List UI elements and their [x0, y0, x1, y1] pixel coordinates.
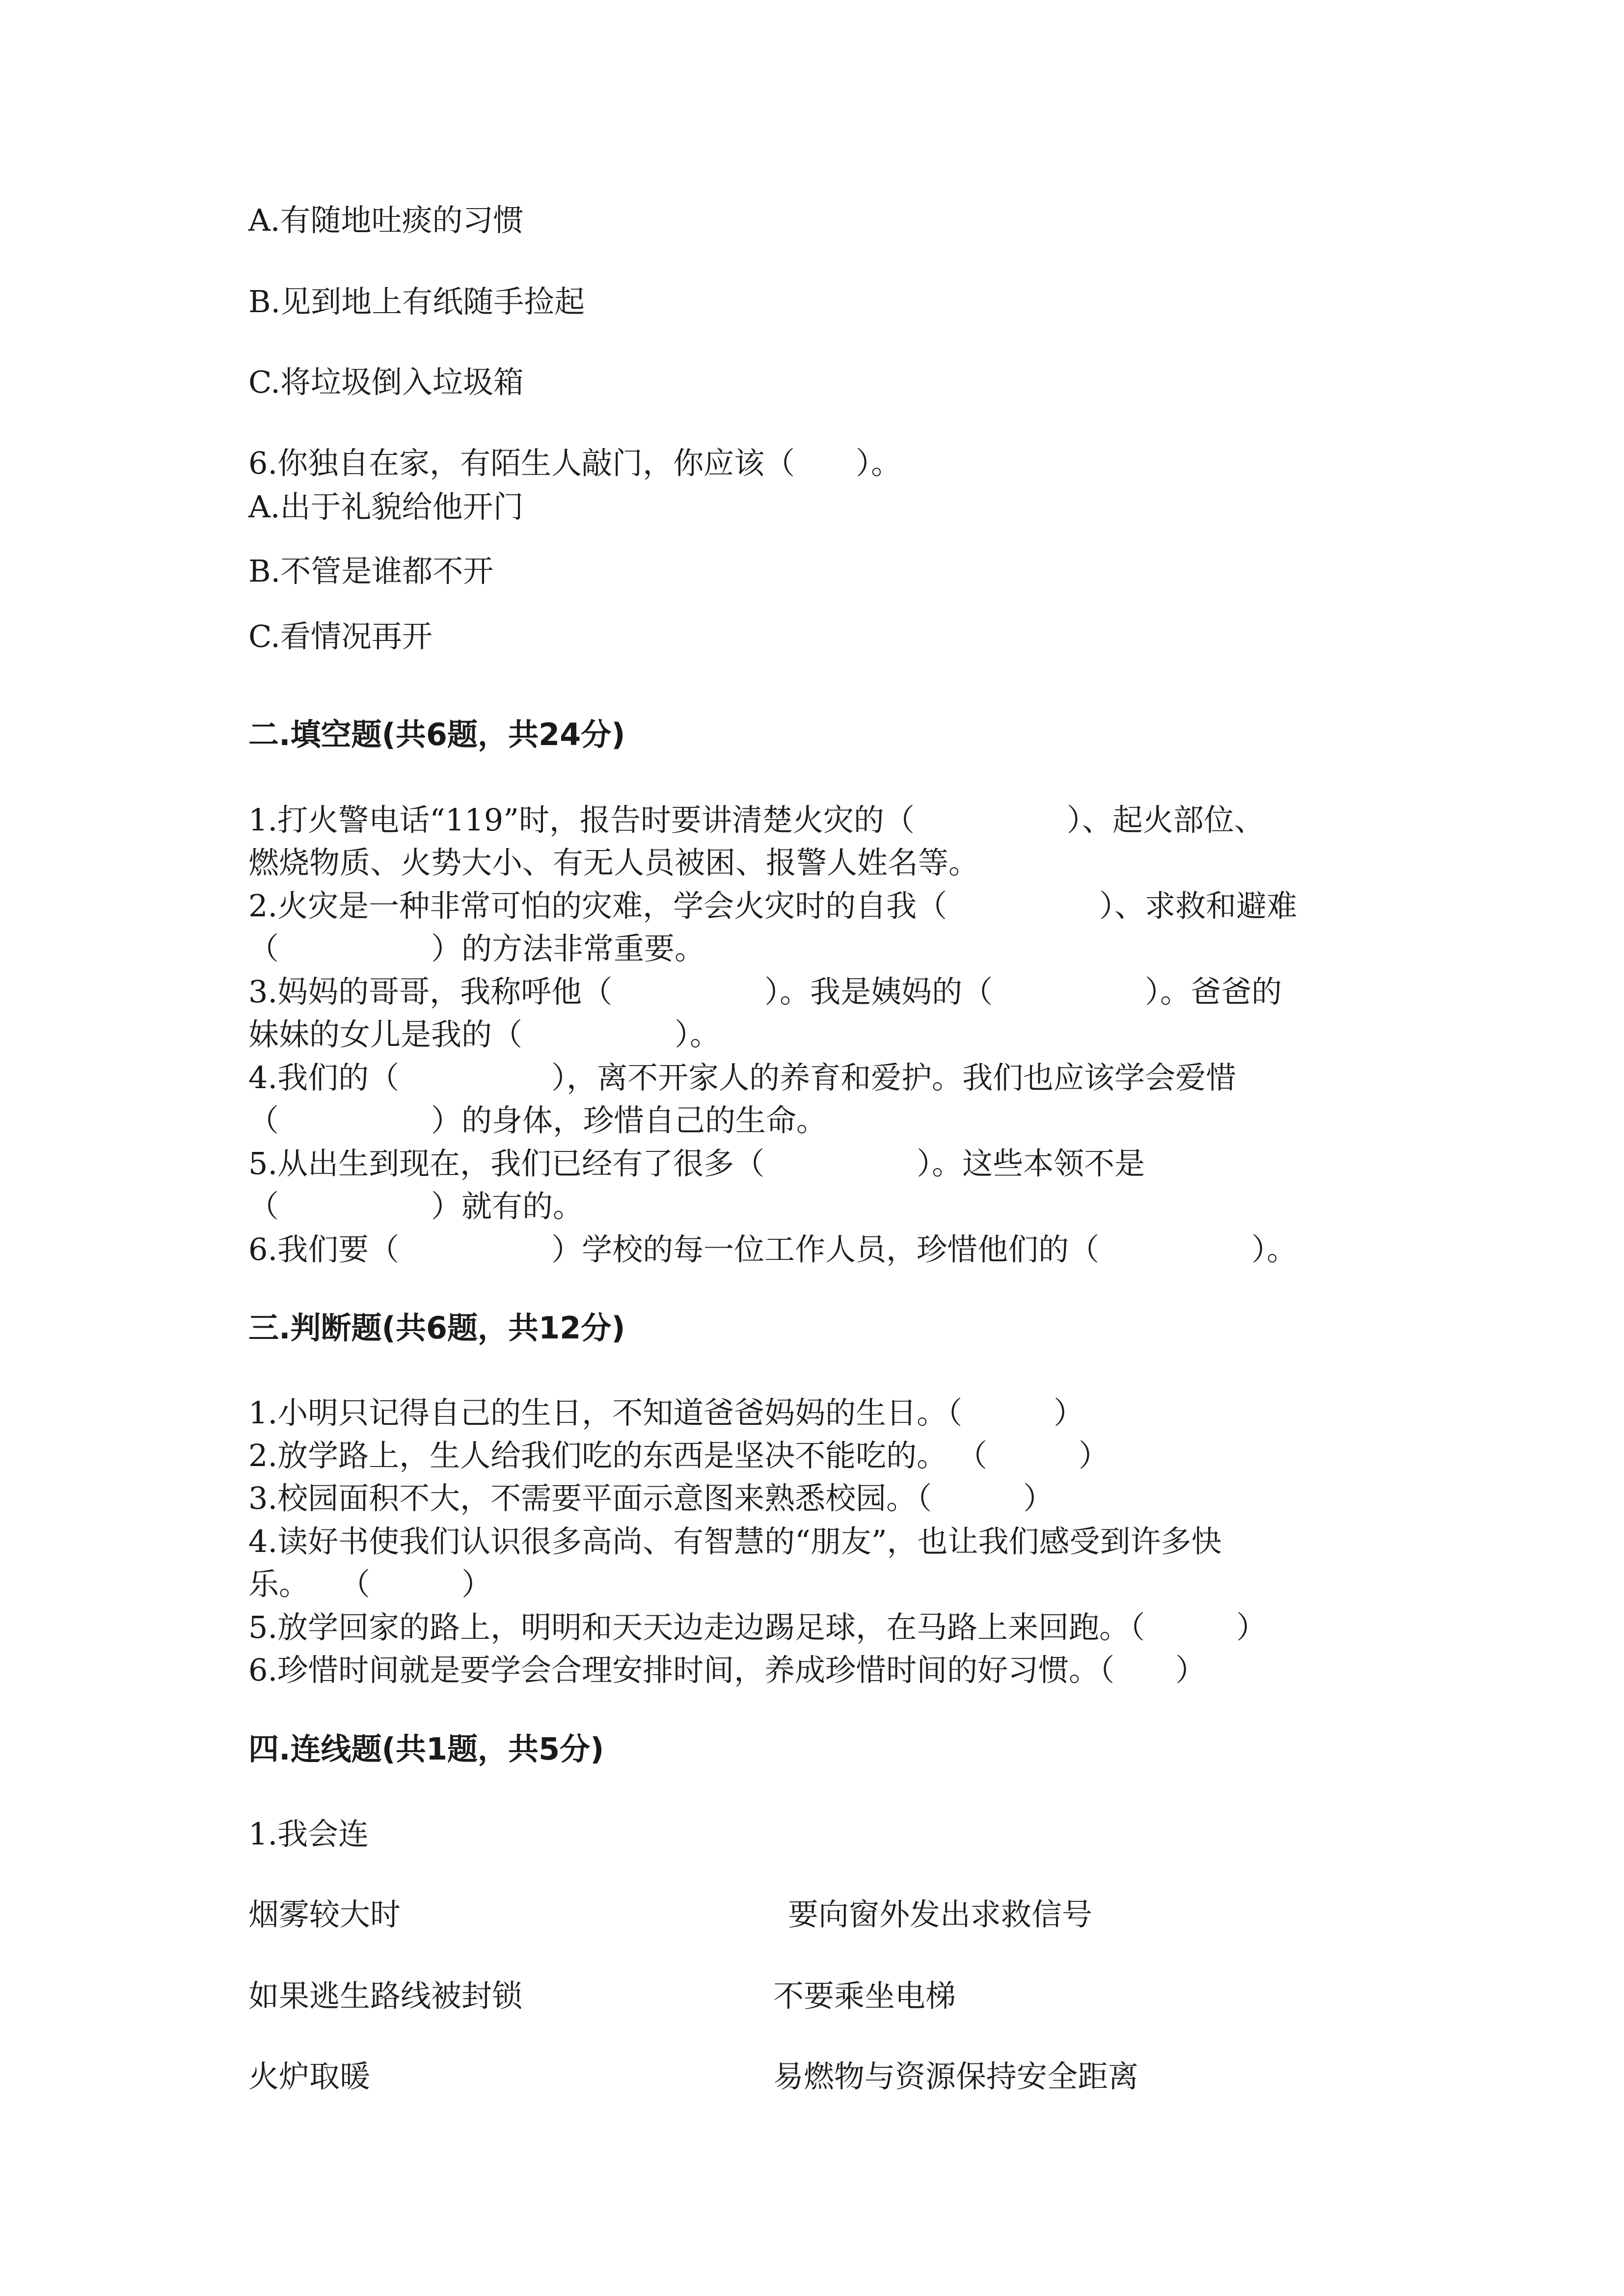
text-line: 6.珍惜时间就是要学会合理安排时间，养成珍惜时间的好习惯。（ ）	[248, 1652, 1206, 1688]
text-line: 乐。 （ ）	[248, 1566, 492, 1602]
section-heading: 三.判断题(共6题，共12分)	[248, 1310, 625, 1346]
text-line: 燃烧物质、火势大小、有无人员被困、报警人姓名等。	[248, 845, 979, 881]
text-line: 4.我们的（ ），离不开家人的养育和爱护。我们也应该学会爱惜	[248, 1060, 1237, 1095]
text-line: 4.读好书使我们认识很多高尚、有智慧的“朋友”，也让我们感受到许多快	[248, 1523, 1222, 1559]
q5-option-c: C.将垃圾倒入垃圾箱	[248, 364, 524, 400]
q6-option-b: B.不管是谁都不开	[248, 553, 494, 589]
match-right-item: 易燃物与资源保持安全距离	[773, 2058, 1139, 2094]
match-right-item: 不要乘坐电梯	[773, 1978, 956, 2014]
q6-stem: 6.你独自在家，有陌生人敲门，你应该（ ）。	[248, 445, 902, 481]
text-line: 3.校园面积不大，不需要平面示意图来熟悉校园。（ ）	[248, 1480, 1054, 1516]
q5-option-a: A.有随地吐痰的习惯	[248, 202, 524, 238]
q6-option-c: C.看情况再开	[248, 618, 433, 654]
text-line: 2.火灾是一种非常可怕的灾难，学会火灾时的自我（ ）、求救和避难	[248, 888, 1298, 924]
text-line: （ ）的方法非常重要。	[248, 931, 705, 966]
match-right-item: 要向窗外发出求救信号	[788, 1896, 1093, 1932]
q5-option-b: B.见到地上有纸随手捡起	[248, 284, 585, 320]
text-line: 6.我们要（ ）学校的每一位工作人员，珍惜他们的（ ）。	[248, 1231, 1298, 1267]
match-left-item: 烟雾较大时	[248, 1896, 401, 1932]
text-line: 妹妹的女儿是我的（ ）。	[248, 1016, 721, 1052]
text-line: （ ）的身体，珍惜自己的生命。	[248, 1102, 827, 1138]
section-heading: 二.填空题(共6题，共24分)	[248, 717, 625, 752]
text-line: （ ）就有的。	[248, 1188, 584, 1224]
match-left-item: 如果逃生路线被封锁	[248, 1978, 523, 2014]
text-line: 5.放学回家的路上，明明和天天边走边踢足球，在马路上来回跑。（ ）	[248, 1609, 1267, 1645]
question-text: 1.我会连	[248, 1816, 369, 1852]
text-line: 1.小明只记得自己的生日，不知道爸爸妈妈的生日。（ ）	[248, 1395, 1084, 1431]
text-line: 3.妈妈的哥哥，我称呼他（ ）。我是姨妈的（ ）。爸爸的	[248, 974, 1282, 1010]
match-left-item: 火炉取暖	[248, 2058, 371, 2094]
section-heading: 四.连线题(共1题，共5分)	[248, 1731, 604, 1767]
text-line: 2.放学路上，生人给我们吃的东西是坚决不能吃的。 （ ）	[248, 1438, 1109, 1473]
text-line: 1.打火警电话“119”时，报告时要讲清楚火灾的（ ）、起火部位、	[248, 802, 1265, 838]
text-line: 5.从出生到现在，我们已经有了很多（ ）。这些本领不是	[248, 1146, 1145, 1181]
q6-option-a: A.出于礼貌给他开门	[248, 489, 524, 525]
